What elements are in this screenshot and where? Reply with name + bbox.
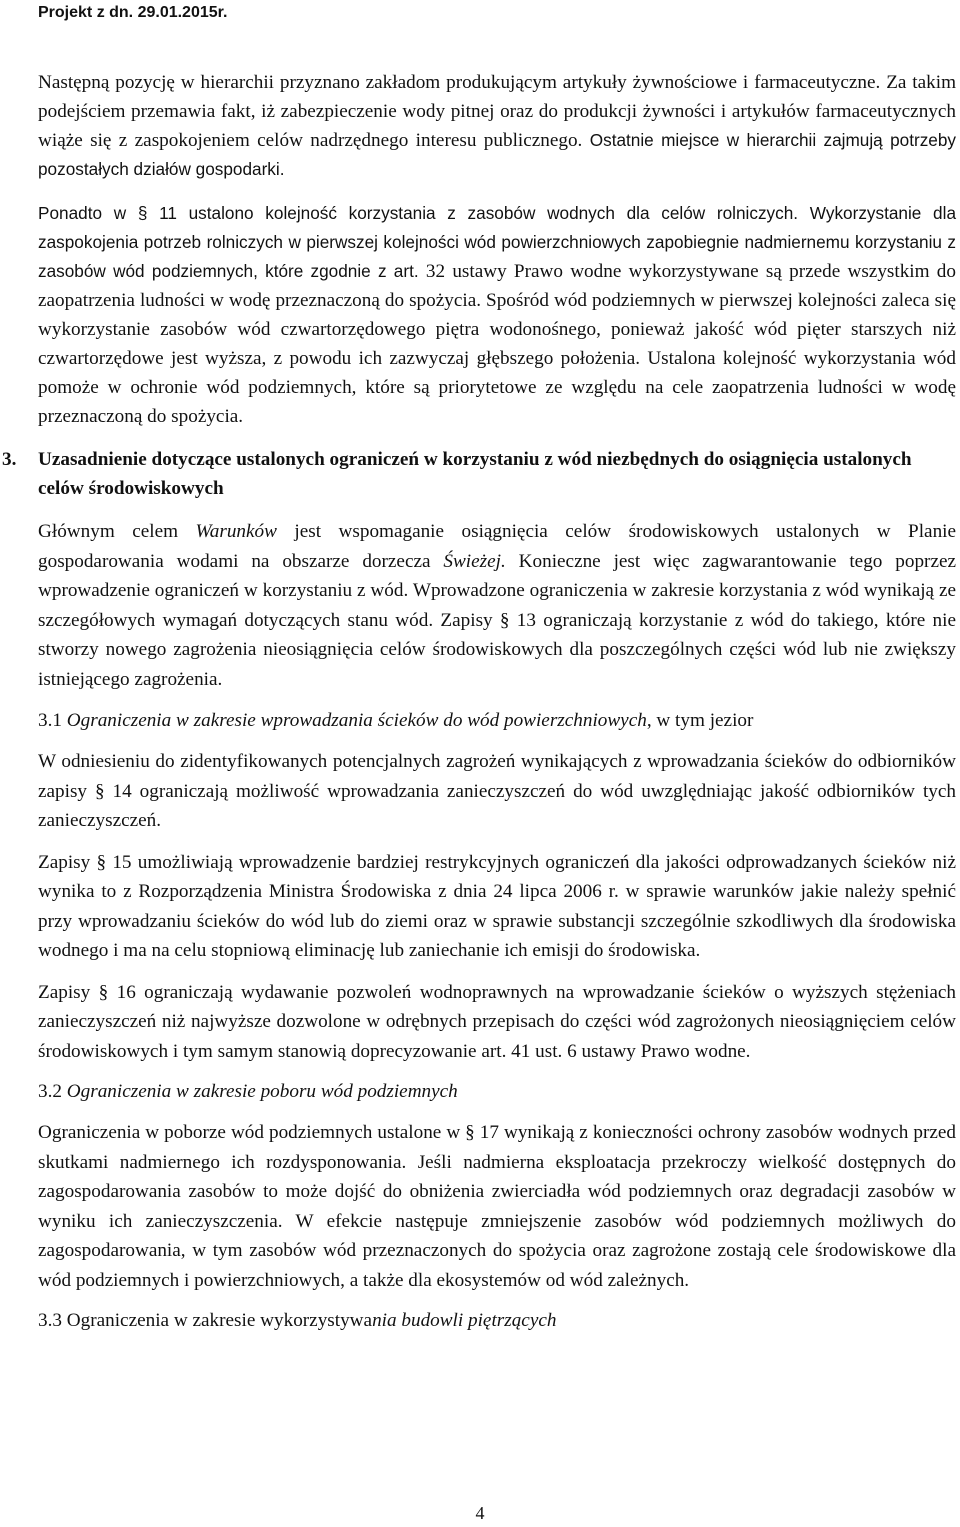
subsection-3-1-heading	[38, 706, 956, 735]
paragraph-hierarchy	[38, 68, 956, 184]
paragraph-main-goal	[38, 517, 956, 694]
paragraph-groundwater-intake: Ograniczenia w poborze wód podziemnych ustalone w § 17 wynikają z konieczności ochrony zasobów wodnych przed skutkami nadmiernego ich rozdysponowania. Jeśli nadmierna eksploatacja przekroczy wielkość dostępnych do zagospodarowania zasobów to może dojść do obniżenia zwierciadła wód podziemnych oraz degradacji zasobów w wyniku ich zanieczyszczenia. W efekcie następuje zmniejszenie zasobów wód podziemnych możliwych do zagospodarowania, w tym zasobów wód przeznaczonych do spożycia oraz zagrożone zostają cele środowiskowe dla wód podziemnych i powierzchniowych, a także dla ekosystemów od wód zależnych.	[38, 1122, 956, 1291]
paragraph-regulation-16: Zapisy § 16 ograniczają wydawanie pozwoleń wodnoprawnych na wprowadzanie ścieków o wyższych stężeniach zanieczyszczeń niż najwyższe dozwolone w odrębnych przepisach do części wód zagrożonych nieosiągnięciem celów środowiskowych i tym samym stanowią doprecyzowanie art. 41 ust. 6 ustawy Prawo wodne.	[38, 981, 956, 1062]
paragraph-regulation-15: Zapisy § 15 umożliwiają wprowadzenie bardziej restrykcyjnych ograniczeń dla jakości odprowadzanych ścieków niż wynika to z Rozporządzenia Ministra Środowiska z dnia 24 lipca 2006 r. w sprawie warunków jakie należy spełnić przy wprowadzaniu ścieków do wód lub do ziemi oraz w sprawie substancji szczególnie szkodliwych dla środowiska wodnego i ma na celu stopniową eliminację lub zaniechanie ich emisji do środowiska.	[38, 851, 956, 961]
subsection-3-1-title: Ograniczenia w zakresie wprowadzania ścieków do wód powierzchniowych	[66, 710, 647, 731]
paragraph-hierarchy-sans: Ostatnie miejsce w hierarchii zajmują potrzeby pozostałych działów gospodarki.	[38, 130, 957, 179]
subsection-3-3-title-italic: nia budowli piętrzących	[372, 1310, 557, 1331]
paragraph-main-goal-part-b: jest wspomaganie osiągnięcia celów środowiskowych ustalonych w Planie gospodarowania wodami na obszarze dorzecza	[38, 521, 957, 572]
subsection-3-1-number: 3.1	[38, 710, 62, 731]
term-swiezej: Świeżej.	[443, 550, 506, 572]
paragraph-agricultural-order-serif: 32 ustawy Prawo wodne wykorzystywane są przede wszystkim do zaopatrzenia ludności w wodę przeznaczoną do spożycia. Spośród wód podziemnych w pierwszej kolejności zaleca się wykorzystanie zasobów wód czwartorzędowego piętra wodonośnego, ponieważ jakość wód pięter starszych niż czwartorzędowe jest wyższa, z powodu ich zazwyczaj głębszego położenia. Ustalona kolejność wykorzystania wód pomoże w ochronie wód podziemnych, które są priorytetowe ze względu na cele zaopatrzenia ludności w wodę przeznaczoną do spożycia.	[38, 261, 956, 427]
subsection-3-2-heading	[38, 1077, 956, 1106]
paragraph-agricultural-order	[38, 199, 956, 431]
paragraph-main-goal-part-c: Konieczne jest więc zagwarantowanie tego poprzez wprowadzenie ograniczeń w korzystaniu z wód. Wprowadzone ograniczenia w zakresie korzystania z wód wynikają ze szczegółowych wymagań dotyczących stanu wód. Zapisy § 13 ograniczają korzystanie z wód do takiego, które nie stworzy nowego zagrożenia nieosiągnięcia celów środowiskowych dla poszczególnych części wód lub nie zwiększy istniejącego zagrożenia.	[38, 550, 956, 690]
document-header: Projekt z dn. 29.01.2015r.	[38, 4, 228, 21]
subsection-3-2-number: 3.2	[38, 1081, 62, 1102]
document-body	[2, 68, 957, 1335]
subsection-3-2-title: Ograniczenia w zakresie poboru wód podziemnych	[66, 1081, 458, 1102]
subsection-3-1-title-rest: , w tym jezior	[646, 710, 754, 731]
subsection-3-3-number: 3.3	[38, 1310, 62, 1331]
subsection-3-3-heading	[38, 1306, 956, 1335]
paragraph-hierarchy-serif: Następną pozycję w hierarchii przyznano zakładom produkującym artykuły żywnościowe i farmaceutyczne. Za takim podejściem przemawia fakt, iż zabezpieczenie wody pitnej oraz do produkcji żywności i artykułów farmaceutycznych wiąże się z zaspokojeniem celów nadrzędnego interesu publicznego.	[38, 72, 956, 151]
page-number: 4	[475, 1503, 485, 1523]
paragraph-sewage-receivers: W odniesieniu do zidentyfikowanych potencjalnych zagrożeń wynikających z wprowadzania ścieków do odbiorników zapisy § 14 ograniczają możliwość wprowadzania zanieczyszczeń do wód uwzględniając jakość odbiorników tych zanieczyszczeń.	[38, 751, 956, 831]
subsection-3-3-title-plain: Ograniczenia w zakresie wykorzystywa	[66, 1310, 373, 1331]
section-3-heading	[2, 445, 956, 503]
paragraph-main-goal-part-a: Głównym celem	[38, 521, 179, 542]
term-warunkow: Warunków	[195, 521, 277, 542]
paragraph-agricultural-order-sans: Ponadto w § 11 ustalono kolejność korzystania z zasobów wodnych dla celów rolniczych. Wykorzystanie dla zaspokojenia potrzeb rolniczych w pierwszej kolejności wód powierzchniowych zapobiegnie nadmiernemu korzystaniu z zasobów wód podziemnych, które zgodnie z art.	[38, 203, 956, 281]
section-3-title: Uzasadnienie dotyczące ustalonych ograniczeń w korzystaniu z wód niezbędnych do osiągnięcia ustalonych celów środowiskowych	[38, 449, 912, 499]
section-3-number: 3.	[2, 449, 17, 470]
